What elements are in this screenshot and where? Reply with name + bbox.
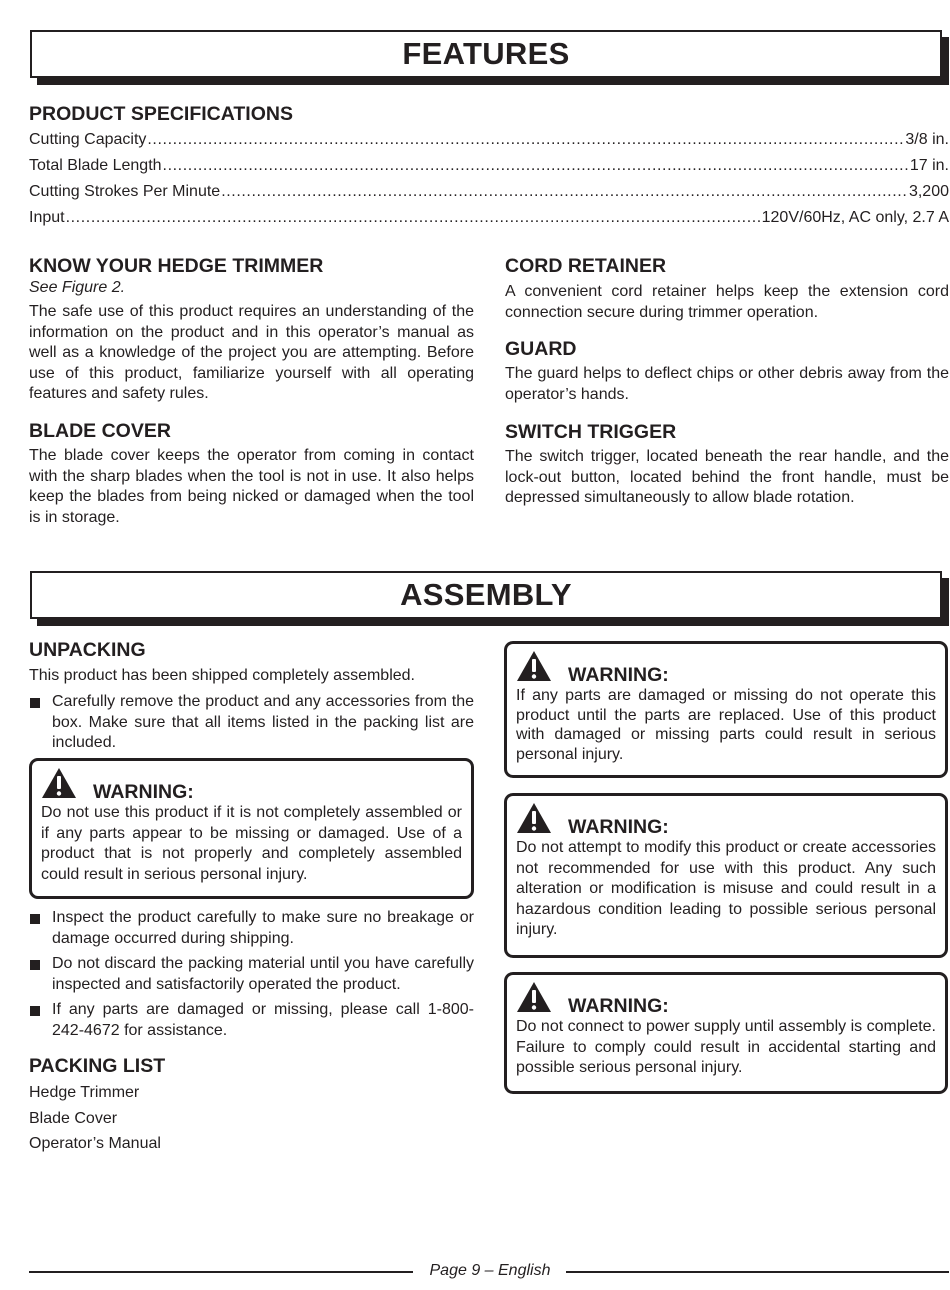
spec-row — [29, 207, 949, 229]
warning-triangle-icon — [41, 767, 77, 799]
list-item: Inspect the product carefully to make sure no breakage or damage occurred during shipping. — [29, 908, 474, 949]
list-item: If any parts are damaged or missing, please call 1-800-242-4672 for assistance. — [29, 1000, 474, 1041]
warning-header — [516, 802, 936, 838]
spec-leader — [66, 207, 761, 229]
assembly-banner-title: ASSEMBLY — [400, 577, 572, 612]
features-banner-title: FEATURES — [402, 36, 570, 71]
warning-box — [504, 641, 948, 778]
blade-cover-text: The blade cover keeps the operator from coming in contact with the sharp blades when the tool is not in use. It also helps keep the blades from being nicked or damaged when the tool is in storage. — [29, 447, 474, 526]
warning-box — [504, 793, 948, 958]
spec-value: 17 in. — [909, 157, 949, 174]
spec-value: 3/8 in. — [905, 131, 949, 148]
warning-triangle-icon — [516, 981, 552, 1013]
packing-list-item: Operator’s Manual — [29, 1135, 161, 1152]
warning-box — [504, 972, 948, 1094]
spec-row — [29, 155, 949, 177]
list-item: Do not discard the packing material until you have carefully inspected and satisfactorily operated the product. — [29, 954, 474, 995]
spec-row — [29, 181, 949, 203]
know-your-hedge-trimmer-heading: KNOW YOUR HEDGE TRIMMER — [29, 255, 324, 277]
switch-trigger-heading: SWITCH TRIGGER — [505, 421, 677, 443]
warning-header — [41, 767, 462, 803]
spec-row — [29, 129, 949, 151]
warning-triangle-icon — [516, 802, 552, 834]
warning-title: WARNING: — [568, 664, 669, 686]
warning-text: Do not attempt to modify this product or create accessories not recommended for use with this product. Any such alteration or modification is misuse and could result in a hazardous condition leading to possible serious personal injury. — [516, 839, 936, 938]
features-banner — [30, 30, 942, 78]
know-your-hedge-trimmer-text: The safe use of this product requires an understanding of the information on the product and in this operator’s manual as well as a knowledge of the project you are attempting. Before use of this product, familiarize yourself with all operating features and safety rules. — [29, 303, 474, 402]
spec-leader — [147, 129, 904, 151]
warning-box — [29, 758, 474, 899]
warning-title: WARNING: — [568, 816, 669, 838]
warning-text: Do not use this product if it is not completely assembled or if any parts appear to be missing or damaged. Use of a product that is not properly and completely assembled could result in serious personal injury. — [41, 804, 462, 883]
list-item: Carefully remove the product and any accessories from the box. Make sure that all items listed in the packing list are included. — [29, 692, 474, 754]
warning-text: If any parts are damaged or missing do not operate this product until the parts are replaced. Use of this product with damaged or missing parts could result in serious personal injury. — [516, 687, 936, 763]
unpacking-intro: This product has been shipped completely assembled. — [29, 667, 415, 684]
spec-leader — [221, 181, 908, 203]
guard-text: The guard helps to deflect chips or other debris away from the operator’s hands. — [505, 365, 949, 403]
assembly-banner — [30, 571, 942, 619]
blade-cover-heading: BLADE COVER — [29, 420, 171, 442]
product-specifications-heading: PRODUCT SPECIFICATIONS — [29, 103, 293, 125]
switch-trigger-text: The switch trigger, located beneath the rear handle, and the lock-out button, located behind the front handle, must be depressed simultaneously to allow blade rotation. — [505, 448, 949, 506]
spec-label: Cutting Strokes Per Minute — [29, 183, 221, 200]
warning-text: Do not connect to power supply until assembly is complete. Failure to comply could result in accidental starting and possible serious personal injury. — [516, 1018, 936, 1076]
packing-list-item: Hedge Trimmer — [29, 1084, 140, 1101]
cord-retainer-heading: CORD RETAINER — [505, 255, 667, 277]
spec-label: Total Blade Length — [29, 157, 162, 174]
spec-label: Input — [29, 209, 65, 226]
page-number: Page 9 – English — [429, 1262, 551, 1279]
cord-retainer-text: A convenient cord retainer helps keep the extension cord connection secure during trimmer operation. — [505, 283, 949, 321]
spec-value: 3,200 — [908, 183, 949, 200]
spec-leader — [163, 155, 909, 177]
see-figure-reference: See Figure 2. — [29, 279, 126, 296]
warning-header — [516, 981, 936, 1017]
guard-heading: GUARD — [505, 338, 577, 360]
unpacking-heading: UNPACKING — [29, 639, 146, 661]
packing-list-item: Blade Cover — [29, 1110, 118, 1127]
warning-header — [516, 650, 936, 686]
warning-title: WARNING: — [568, 995, 669, 1017]
packing-list-heading: PACKING LIST — [29, 1055, 166, 1077]
spec-value: 120V/60Hz, AC only, 2.7 A — [761, 209, 949, 226]
spec-label: Cutting Capacity — [29, 131, 147, 148]
warning-title: WARNING: — [93, 781, 194, 803]
warning-triangle-icon — [516, 650, 552, 682]
